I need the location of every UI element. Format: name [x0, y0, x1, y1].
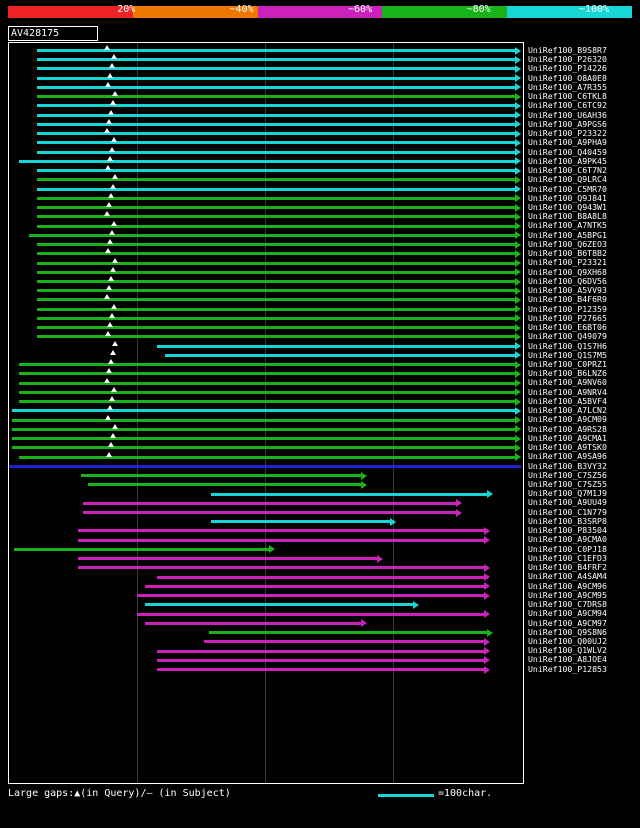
alignment-arrowhead	[484, 564, 490, 572]
subject-label[interactable]: UniRef100_P27665	[528, 312, 607, 323]
subject-label[interactable]: UniRef100_B6LNZ6	[528, 368, 607, 379]
query-gap-marker	[109, 396, 115, 401]
subject-label[interactable]: UniRef100_A9TSK0	[528, 442, 607, 453]
query-gap-marker	[108, 442, 114, 447]
query-gap-marker	[105, 331, 111, 336]
subject-label[interactable]: UniRef100_C6T7N2	[528, 165, 607, 176]
subject-label[interactable]: UniRef100_B8A8L8	[528, 211, 607, 222]
alignment-arrowhead	[515, 324, 521, 332]
subject-label[interactable]: UniRef100_A5BPG1	[528, 229, 607, 240]
subject-label[interactable]: UniRef100_P23321	[528, 257, 607, 268]
query-gap-marker	[112, 341, 118, 346]
alignment-arrowhead	[515, 185, 521, 193]
alignment-bar[interactable]	[211, 493, 487, 496]
alignment-bar[interactable]	[78, 529, 484, 532]
alignment-arrowhead	[515, 222, 521, 230]
alignment-bar[interactable]	[9, 465, 521, 468]
alignment-bar[interactable]	[83, 502, 456, 505]
alignment-bar[interactable]	[157, 668, 484, 671]
subject-label[interactable]: UniRef100_B3SRP8	[528, 515, 607, 526]
alignment-plot	[8, 42, 524, 784]
alignment-bar[interactable]	[19, 382, 515, 385]
alignment-bar[interactable]	[12, 437, 515, 440]
alignment-bar[interactable]	[145, 622, 362, 625]
subject-label[interactable]: UniRef100_P23322	[528, 128, 607, 139]
alignment-bar[interactable]	[19, 400, 515, 403]
query-gap-marker	[105, 82, 111, 87]
alignment-bar[interactable]	[37, 178, 515, 181]
subject-label[interactable]: UniRef100_B6T8B2	[528, 248, 607, 259]
alignment-arrowhead	[515, 259, 521, 267]
alignment-arrowhead	[515, 241, 521, 249]
query-gap-marker	[105, 248, 111, 253]
alignment-bar[interactable]	[157, 650, 484, 653]
alignment-arrowhead	[484, 536, 490, 544]
subject-label[interactable]: UniRef100_P12853	[528, 663, 607, 674]
query-gap-marker	[107, 239, 113, 244]
query-gap-marker	[104, 378, 110, 383]
subject-label[interactable]: UniRef100_E6BT06	[528, 322, 607, 333]
subject-label[interactable]: UniRef100_A8JOE4	[528, 654, 607, 665]
alignment-bar[interactable]	[88, 483, 361, 486]
scale-segment	[8, 6, 98, 18]
length-scale-label: =100char.	[438, 788, 493, 799]
subject-label[interactable]: UniRef100_A9CM95	[528, 589, 607, 600]
query-gap-marker	[107, 156, 113, 161]
scale-segment	[507, 6, 632, 18]
query-gap-marker	[112, 91, 118, 96]
length-scale-bar	[378, 794, 434, 797]
alignment-bar[interactable]	[145, 585, 485, 588]
alignment-arrowhead	[484, 592, 490, 600]
query-gap-marker	[109, 63, 115, 68]
query-id-box	[8, 26, 98, 41]
alignment-arrowhead	[487, 490, 493, 498]
alignment-arrowhead	[484, 610, 490, 618]
alignment-arrowhead	[515, 296, 521, 304]
query-gap-marker	[110, 350, 116, 355]
alignment-arrowhead	[515, 204, 521, 212]
subject-label[interactable]: UniRef100_B4F6R9	[528, 294, 607, 305]
alignment-arrowhead	[515, 167, 521, 175]
alignment-arrowhead	[515, 65, 521, 73]
alignment-arrowhead	[484, 666, 490, 674]
alignment-arrowhead	[515, 213, 521, 221]
alignment-bar[interactable]	[157, 345, 515, 348]
alignment-arrowhead	[515, 370, 521, 378]
grid-line	[137, 43, 138, 783]
alignment-arrowhead	[361, 619, 367, 627]
alignment-arrowhead	[515, 435, 521, 443]
subject-label[interactable]: UniRef100_C0PJ18	[528, 543, 607, 554]
scale-tick-label: ~80%	[466, 4, 491, 15]
query-gap-marker	[108, 276, 114, 281]
alignment-arrowhead	[515, 148, 521, 156]
query-gap-marker	[109, 147, 115, 152]
query-gap-marker	[106, 285, 112, 290]
alignment-bar[interactable]	[157, 576, 484, 579]
alignment-bar[interactable]	[145, 603, 413, 606]
alignment-arrowhead	[413, 601, 419, 609]
alignment-arrowhead	[515, 130, 521, 138]
query-gap-marker	[106, 202, 112, 207]
alignment-arrowhead	[515, 444, 521, 452]
subject-label[interactable]: UniRef100_Q943W1	[528, 201, 607, 212]
alignment-arrowhead	[515, 278, 521, 286]
subject-label[interactable]: UniRef100_C0PRZ1	[528, 358, 607, 369]
subject-label[interactable]: UniRef100_O8A0E8	[528, 72, 607, 83]
subject-label[interactable]: UniRef100_A9UU49	[528, 497, 607, 508]
alignment-bar[interactable]	[19, 456, 515, 459]
query-gap-marker	[111, 304, 117, 309]
alignment-arrowhead	[515, 56, 521, 64]
subject-label[interactable]: UniRef100_A9SA96	[528, 451, 607, 462]
subject-label[interactable]: UniRef100_A9CM94	[528, 608, 607, 619]
alignment-arrowhead	[515, 453, 521, 461]
subject-label[interactable]: UniRef100_Q49079	[528, 331, 607, 342]
alignment-bar[interactable]	[19, 363, 515, 366]
alignment-arrowhead	[361, 481, 367, 489]
alignment-bar[interactable]	[78, 539, 484, 542]
subject-label[interactable]: UniRef100_Q9LRC4	[528, 174, 607, 185]
subject-label[interactable]: UniRef100_Q9J841	[528, 192, 607, 203]
query-gap-marker	[109, 230, 115, 235]
subject-label[interactable]: UniRef100_Q6DV56	[528, 275, 607, 286]
alignment-bar[interactable]	[37, 262, 515, 265]
subject-label[interactable]: UniRef100_C5MR70	[528, 183, 607, 194]
subject-label[interactable]: UniRef100_P83504	[528, 525, 607, 536]
query-gap-marker	[111, 221, 117, 226]
alignment-bar[interactable]	[137, 613, 484, 616]
alignment-bar[interactable]	[137, 594, 484, 597]
alignment-bar[interactable]	[12, 419, 515, 422]
alignment-arrowhead	[484, 527, 490, 535]
gap-legend: Large gaps:▲(in Query)/— (in Subject)	[8, 788, 231, 799]
alignment-bar[interactable]	[37, 225, 515, 228]
alignment-bar[interactable]	[19, 372, 515, 375]
alignment-arrowhead	[269, 545, 275, 553]
subject-label[interactable]: UniRef100_A9NRV4	[528, 386, 607, 397]
query-gap-marker	[106, 119, 112, 124]
query-gap-marker	[110, 184, 116, 189]
grid-line	[393, 43, 394, 783]
plot-footer	[8, 788, 632, 802]
query-gap-marker	[104, 45, 110, 50]
query-gap-marker	[112, 174, 118, 179]
query-gap-marker	[108, 359, 114, 364]
alignment-bar[interactable]	[83, 511, 456, 514]
subject-label[interactable]: UniRef100_A9PK45	[528, 155, 607, 166]
identity-color-scale	[8, 6, 632, 18]
query-gap-marker	[104, 128, 110, 133]
alignment-arrowhead	[515, 351, 521, 359]
alignment-arrowhead	[515, 287, 521, 295]
subject-label[interactable]: UniRef100_A9CM96	[528, 580, 607, 591]
subject-label[interactable]: UniRef100_A7R355	[528, 81, 607, 92]
alignment-bar[interactable]	[204, 640, 485, 643]
alignment-bar[interactable]	[14, 548, 269, 551]
query-gap-marker	[105, 415, 111, 420]
query-gap-marker	[112, 424, 118, 429]
subject-label[interactable]: UniRef100_P12359	[528, 303, 607, 314]
grid-line	[265, 43, 266, 783]
subject-label[interactable]: UniRef100_Q40459	[528, 146, 607, 157]
alignment-arrowhead	[487, 629, 493, 637]
subject-label[interactable]: UniRef100_A9NV60	[528, 377, 607, 388]
alignment-bar[interactable]	[12, 428, 515, 431]
query-gap-marker	[105, 165, 111, 170]
alignment-arrowhead	[377, 555, 383, 563]
alignment-arrowhead	[515, 407, 521, 415]
query-gap-marker	[104, 294, 110, 299]
query-gap-marker	[110, 100, 116, 105]
alignment-arrowhead	[515, 111, 521, 119]
subject-label[interactable]: UniRef100_C7DRS8	[528, 599, 607, 610]
scale-tick-label: 20%	[117, 4, 136, 15]
query-gap-marker	[107, 322, 113, 327]
alignment-arrowhead	[515, 361, 521, 369]
alignment-arrowhead	[515, 74, 521, 82]
subject-label[interactable]: UniRef100_Q1S7M5	[528, 349, 607, 360]
alignment-arrowhead	[515, 333, 521, 341]
subject-label[interactable]: UniRef100_A5VV93	[528, 285, 607, 296]
query-gap-marker	[111, 387, 117, 392]
alignment-bar[interactable]	[29, 234, 515, 237]
query-gap-marker	[104, 211, 110, 216]
alignment-arrowhead	[484, 573, 490, 581]
subject-label[interactable]: UniRef100_U6AH36	[528, 109, 607, 120]
subject-label-column	[528, 46, 640, 674]
alignment-arrowhead	[515, 305, 521, 313]
alignment-arrowhead	[515, 194, 521, 202]
alignment-arrowhead	[515, 157, 521, 165]
query-id-label: AV428175	[11, 28, 60, 39]
subject-label[interactable]: UniRef100_A7LCN2	[528, 405, 607, 416]
subject-label[interactable]: UniRef100_A9PGS6	[528, 118, 607, 129]
subject-label[interactable]: UniRef100_C6TC92	[528, 100, 607, 111]
alignment-arrowhead	[515, 231, 521, 239]
alignment-arrowhead	[515, 47, 521, 55]
alignment-bar[interactable]	[19, 160, 515, 163]
alignment-bar[interactable]	[37, 141, 515, 144]
subject-label[interactable]: UniRef100_P26320	[528, 54, 607, 65]
subject-label[interactable]: UniRef100_A4SAM4	[528, 571, 607, 582]
alignment-arrowhead	[515, 93, 521, 101]
alignment-bar[interactable]	[37, 95, 515, 98]
alignment-bar[interactable]	[19, 391, 515, 394]
subject-label[interactable]: UniRef100_A9PHA9	[528, 137, 607, 148]
alignment-bar[interactable]	[211, 520, 389, 523]
subject-label[interactable]: UniRef100_A5BVF4	[528, 395, 607, 406]
alignment-arrowhead	[515, 314, 521, 322]
alignment-arrowhead	[515, 379, 521, 387]
alignment-arrowhead	[515, 342, 521, 350]
subject-label[interactable]: UniRef100_B4FRF2	[528, 562, 607, 573]
alignment-arrowhead	[515, 416, 521, 424]
subject-label[interactable]: UniRef100_Q1S7H6	[528, 340, 607, 351]
alignment-arrowhead	[456, 509, 462, 517]
query-gap-marker	[111, 54, 117, 59]
subject-label[interactable]: UniRef100_B3VY32	[528, 460, 607, 471]
query-gap-marker	[108, 110, 114, 115]
alignment-bar[interactable]	[12, 409, 515, 412]
alignment-arrowhead	[390, 518, 396, 526]
subject-label[interactable]: UniRef100_B9S8R7	[528, 45, 607, 55]
alignment-arrowhead	[515, 120, 521, 128]
subject-label[interactable]: UniRef100_Q9S8N6	[528, 626, 607, 637]
alignment-arrowhead	[515, 388, 521, 396]
alignment-arrowhead	[456, 499, 462, 507]
alignment-arrowhead	[484, 656, 490, 664]
alignment-arrowhead	[484, 582, 490, 590]
subject-label[interactable]: UniRef100_P14226	[528, 63, 607, 74]
query-gap-marker	[112, 258, 118, 263]
query-gap-marker	[106, 452, 112, 457]
subject-label[interactable]: UniRef100_C7SZ55	[528, 479, 607, 490]
query-gap-marker	[107, 405, 113, 410]
query-gap-marker	[107, 73, 113, 78]
scale-tick-label: ~60%	[348, 4, 373, 15]
alignment-bar[interactable]	[165, 354, 515, 357]
subject-label[interactable]: UniRef100_C1EFD3	[528, 552, 607, 563]
subject-label[interactable]: UniRef100_A9RS28	[528, 423, 607, 434]
subject-label[interactable]: UniRef100_A9CMA1	[528, 432, 607, 443]
alignment-bar[interactable]	[78, 566, 484, 569]
query-gap-marker	[110, 267, 116, 272]
alignment-arrowhead	[515, 425, 521, 433]
alignment-bar[interactable]	[81, 474, 362, 477]
subject-label[interactable]: UniRef100_C7SZ56	[528, 469, 607, 480]
alignment-bar[interactable]	[37, 58, 515, 61]
alignment-bar[interactable]	[209, 631, 487, 634]
alignment-bar[interactable]	[157, 659, 484, 662]
subject-label[interactable]: UniRef100_Q00UJ2	[528, 636, 607, 646]
query-gap-marker	[108, 193, 114, 198]
alignment-arrowhead	[361, 472, 367, 480]
query-gap-marker	[110, 433, 116, 438]
subject-label[interactable]: UniRef100_C1N779	[528, 506, 607, 517]
subject-label[interactable]: UniRef100_Q9XH68	[528, 266, 607, 277]
subject-label[interactable]: UniRef100_A7NTK5	[528, 220, 607, 231]
query-gap-marker	[111, 137, 117, 142]
query-gap-marker	[106, 368, 112, 373]
subject-label[interactable]: UniRef100_A9CM09	[528, 414, 607, 425]
alignment-bar[interactable]	[37, 308, 515, 311]
alignment-arrowhead	[515, 176, 521, 184]
scale-tick-label: ~40%	[229, 4, 254, 15]
alignment-arrowhead	[515, 102, 521, 110]
subject-label[interactable]: UniRef100_C6TKL8	[528, 91, 607, 102]
alignment-arrowhead	[515, 268, 521, 276]
query-gap-marker	[109, 313, 115, 318]
subject-label[interactable]: UniRef100_Q6ZEO3	[528, 238, 607, 249]
alignment-bar[interactable]	[78, 557, 377, 560]
subject-label[interactable]: UniRef100_A9CMA0	[528, 534, 607, 545]
subject-label[interactable]: UniRef100_Q7M1J9	[528, 488, 607, 499]
alignment-arrowhead	[515, 83, 521, 91]
subject-label[interactable]: UniRef100_A9CM97	[528, 617, 607, 628]
subject-label[interactable]: UniRef100_Q1WLV2	[528, 645, 607, 656]
scale-tick-label: ~100%	[578, 4, 610, 15]
alignment-arrowhead	[515, 398, 521, 406]
alignment-arrowhead	[484, 638, 490, 646]
alignment-arrowhead	[484, 647, 490, 655]
alignment-arrowhead	[515, 250, 521, 258]
alignment-bar[interactable]	[12, 446, 515, 449]
alignment-arrowhead	[515, 139, 521, 147]
